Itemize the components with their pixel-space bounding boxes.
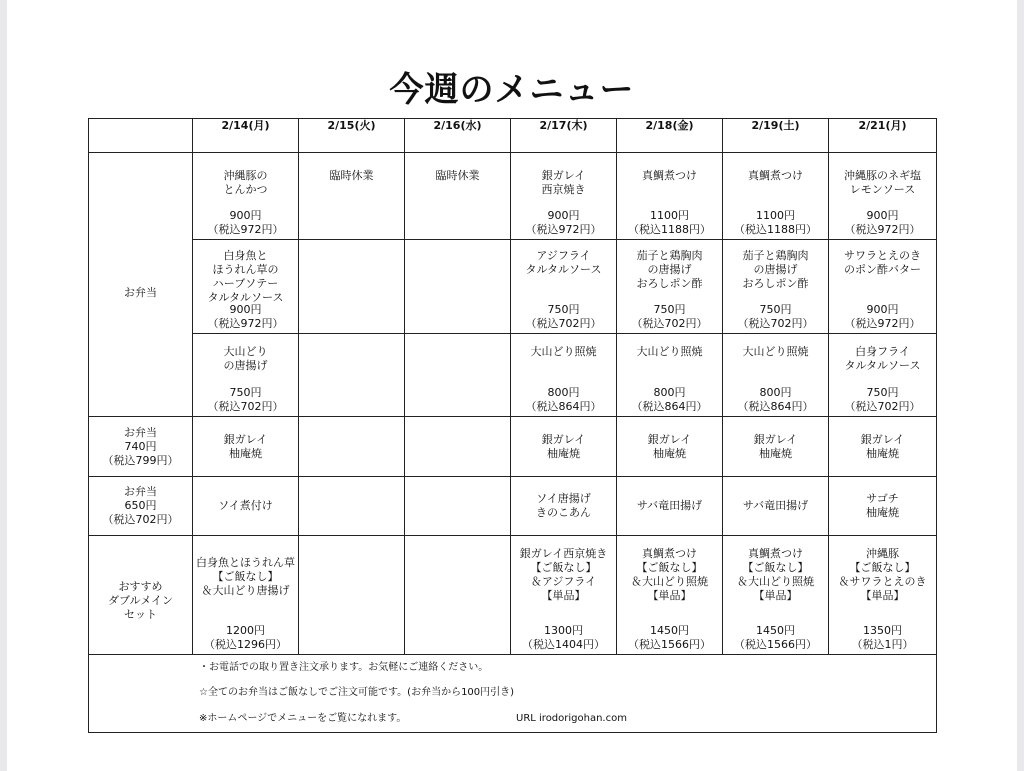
notes-box	[89, 655, 937, 733]
note-no-rice: ☆全てのお弁当はご飯なしでご注文可能です。(お弁当から100円引き)	[199, 687, 515, 698]
dish-name: 大山どり の唐揚げ	[223, 345, 268, 372]
menu-cell	[617, 536, 723, 655]
menu-cell	[829, 477, 937, 536]
menu-cell	[829, 240, 937, 334]
section-label-text: おすすめ ダブルメイン セット	[107, 579, 173, 621]
day-header: 2/14(月)	[193, 119, 299, 153]
menu-row	[89, 536, 937, 655]
dish-price: 900円 （税込972円）	[844, 209, 921, 236]
menu-cell	[299, 477, 405, 536]
menu-cell	[723, 536, 829, 655]
menu-cell	[405, 477, 511, 536]
dish-name: 銀ガレイ 柚庵焼	[860, 432, 905, 460]
dish-name: 真鯛煮つけ	[748, 169, 803, 182]
dish-price: 750円 （税込702円）	[737, 303, 814, 330]
menu-row	[89, 240, 937, 334]
menu-cell	[405, 153, 511, 240]
dish-price: 1300円 （税込1404円）	[522, 624, 605, 651]
menu-cell	[511, 536, 617, 655]
menu-cell	[511, 153, 617, 240]
dish-name	[405, 240, 510, 249]
dish-name: サワラとえのき のポン酢バター	[844, 249, 921, 276]
dish-name: 茄子と鶏胸肉 の唐揚げ おろしポン酢	[636, 249, 703, 290]
dish-name: アジフライ タルタルソース	[525, 249, 602, 276]
dish-name: 真鯛煮つけ	[642, 169, 697, 182]
dish-price: 900円 （税込972円）	[207, 303, 284, 330]
dish-price: 1200円 （税込1296円）	[204, 624, 287, 651]
dish-price: 1100円 （税込1188円）	[734, 209, 817, 236]
menu-cell	[299, 240, 405, 334]
section-label-obento-650	[89, 477, 193, 536]
section-label-text: お弁当 740円 （税込799円）	[102, 425, 179, 467]
dish-name: 白身フライ タルタルソース	[844, 345, 921, 372]
dish-name: 銀ガレイ 西京焼き	[541, 169, 586, 196]
section-label-text: お弁当	[124, 285, 157, 299]
section-label-obento	[89, 153, 193, 417]
menu-cell	[617, 477, 723, 536]
weekly-menu-table	[88, 118, 937, 733]
menu-cell	[193, 417, 299, 477]
dish-name	[299, 240, 404, 249]
dish-price: 900円 （税込972円）	[525, 209, 602, 236]
dish-price: 1450円 （税込1566円）	[628, 624, 711, 651]
menu-cell	[723, 153, 829, 240]
menu-cell	[723, 240, 829, 334]
menu-cell	[193, 477, 299, 536]
dish-price: 750円 （税込702円）	[631, 303, 708, 330]
dish-name: 沖縄豚の とんかつ	[223, 169, 268, 196]
menu-cell	[829, 153, 937, 240]
day-header: 2/15(火)	[299, 119, 405, 153]
menu-cell	[299, 536, 405, 655]
menu-cell	[193, 334, 299, 417]
menu-cell	[405, 536, 511, 655]
menu-cell	[511, 240, 617, 334]
dish-name: 沖縄豚のネギ塩 レモンソース	[844, 169, 921, 196]
menu-cell	[193, 536, 299, 655]
dish-name	[299, 334, 404, 345]
dish-price: 800円 （税込864円）	[737, 386, 814, 413]
menu-cell	[511, 334, 617, 417]
menu-cell	[405, 334, 511, 417]
day-header: 2/17(木)	[511, 119, 617, 153]
menu-cell	[723, 334, 829, 417]
dish-name: 大山どり照焼	[636, 345, 703, 358]
menu-cell	[723, 477, 829, 536]
menu-row	[89, 334, 937, 417]
dish-price: 750円 （税込702円）	[844, 386, 921, 413]
menu-cell	[829, 417, 937, 477]
dish-name: 白身魚とほうれん草 【ご飯なし】 ＆大山どり唐揚げ	[196, 556, 295, 597]
menu-cell	[617, 334, 723, 417]
menu-cell	[617, 417, 723, 477]
dish-name: サバ竜田揚げ	[636, 499, 703, 512]
menu-cell	[511, 477, 617, 536]
menu-cell	[299, 153, 405, 240]
dish-price: 750円 （税込702円）	[207, 386, 284, 413]
section-label-text: お弁当 650円 （税込702円）	[102, 485, 179, 526]
page-title: 今週のメニュー	[389, 70, 635, 110]
dish-price: 900円 （税込972円）	[207, 209, 284, 236]
dish-price: 900円 （税込972円）	[844, 303, 921, 330]
dish-price: 750円 （税込702円）	[525, 303, 602, 330]
dish-name: 大山どり照焼	[742, 345, 809, 358]
section-label-obento-740	[89, 417, 193, 477]
note-phone-order: ・お電話での取り置き注文承ります。お気軽にご連絡ください。	[199, 662, 489, 673]
dish-name	[299, 536, 404, 547]
menu-cell	[723, 417, 829, 477]
day-header: 2/16(水)	[405, 119, 511, 153]
dish-name: 大山どり照焼	[530, 345, 597, 358]
day-header: 2/21(月)	[829, 119, 937, 153]
menu-cell	[193, 240, 299, 334]
dish-price: 1100円 （税込1188円）	[628, 209, 711, 236]
dish-name: サゴチ 柚庵焼	[866, 492, 899, 519]
menu-cell	[405, 240, 511, 334]
dish-price: 800円 （税込864円）	[525, 386, 602, 413]
dish-name: 茄子と鶏胸肉 の唐揚げ おろしポン酢	[742, 249, 809, 290]
dish-name: サバ竜田揚げ	[742, 499, 809, 512]
menu-cell	[829, 334, 937, 417]
corner-cell	[89, 119, 193, 153]
dish-name: 臨時休業	[435, 169, 480, 182]
dish-price: 1450円 （税込1566円）	[734, 624, 817, 651]
menu-cell	[511, 417, 617, 477]
dish-name	[405, 334, 510, 345]
dish-name: 白身魚と ほうれん草の ハーブソテー タルタルソース	[207, 249, 284, 304]
menu-row	[89, 417, 937, 477]
menu-row	[89, 477, 937, 536]
header-row	[89, 119, 937, 153]
notes-row	[89, 655, 937, 733]
menu-cell	[829, 536, 937, 655]
dish-name: 銀ガレイ 柚庵焼	[223, 432, 268, 460]
menu-cell	[299, 417, 405, 477]
dish-name: ソイ唐揚げ きのこあん	[536, 492, 591, 519]
dish-name: 銀ガレイ 柚庵焼	[647, 432, 692, 460]
day-header: 2/19(土)	[723, 119, 829, 153]
menu-cell	[617, 153, 723, 240]
day-header: 2/18(金)	[617, 119, 723, 153]
homepage-url: URL irodorigohan.com	[516, 713, 627, 724]
dish-name: 臨時休業	[329, 169, 374, 182]
dish-name: 銀ガレイ 柚庵焼	[541, 432, 586, 460]
menu-cell	[405, 417, 511, 477]
dish-price: 1350円 （税込1円）	[851, 624, 914, 651]
dish-price: 800円 （税込864円）	[631, 386, 708, 413]
dish-name	[405, 536, 510, 547]
dish-name: ソイ煮付け	[218, 499, 273, 512]
dish-name: 銀ガレイ西京焼き 【ご飯なし】 ＆アジフライ 【単品】	[519, 547, 608, 602]
menu-row	[89, 153, 937, 240]
dish-name: 真鯛煮つけ 【ご飯なし】 ＆大山どり照焼 【単品】	[631, 547, 708, 602]
dish-name: 真鯛煮つけ 【ご飯なし】 ＆大山どり照焼 【単品】	[737, 547, 814, 602]
note-homepage: ※ホームページでメニューをご覧になれます。	[199, 713, 407, 724]
section-label-double-main	[89, 536, 193, 655]
menu-cell	[193, 153, 299, 240]
menu-cell	[299, 334, 405, 417]
menu-cell	[617, 240, 723, 334]
dish-name: 沖縄豚 【ご飯なし】 ＆サワラとえのき 【単品】	[838, 547, 927, 602]
dish-name: 銀ガレイ 柚庵焼	[753, 432, 798, 460]
